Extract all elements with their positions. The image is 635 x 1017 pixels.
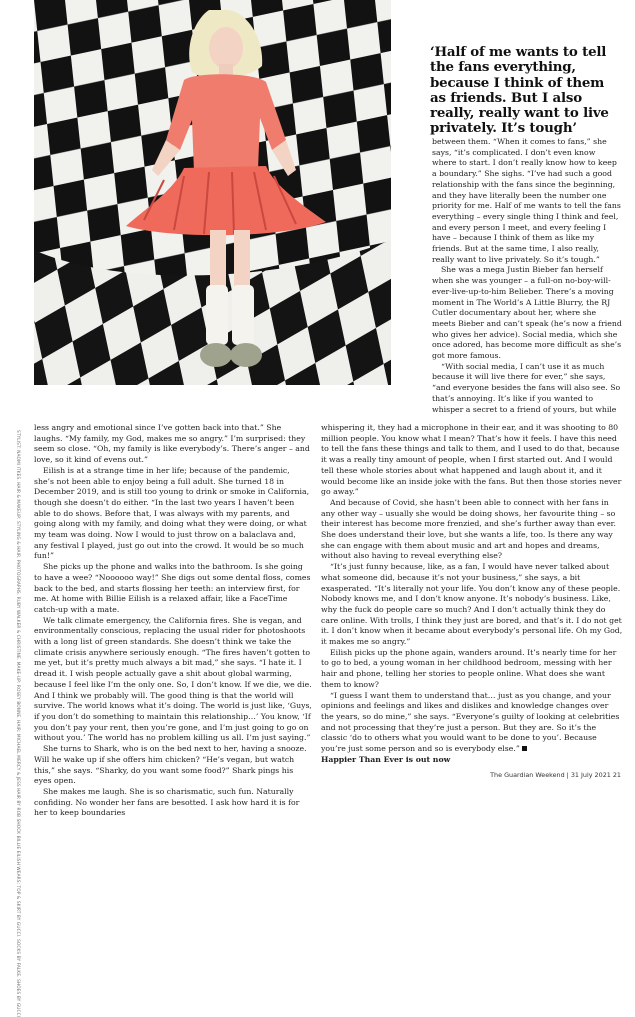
paragraph: “It’s just funny because, like, as a fan, I would have never talked about what someone did, because it’s not your business,” she says, a bit exasperated. “It’s literally not your life. You don’t know any of these people. Nobody knows me, and I don’t know anyone. It’s nobody’s business. Like, why the fuck do people care so much? And I don’t actually think they do care online. With trolls, I think they just are bored, and that’s it. I do not get it. I don’t know when it became about everybody’s personal life. Oh my God, it makes me so angry.” [321,562,623,647]
face [209,27,243,69]
pull-quote: ‘Half of me wants to tell the fans everything, because I think of them as friends. But I also really, really want to live privately. It’s tough’ [430,44,609,137]
page-footer: The Guardian Weekend | 31 July 2021 21 [490,771,621,779]
paragraph: “With social media, I can’t use it as much because it will live there for ever,” she says, “and everyone besides the fans will also see. So that’s annoying. It’s like if you wanted to whisper a secret to a friend of yours, but while [432,361,621,414]
paragraph [321,691,623,755]
article-column-left [34,423,312,819]
paragraph: between them. “When it comes to fans,” she says, “it’s complicated. I don’t even know where to start. I don’t really know how to keep a boundary.” She sighs. “I’ve had such a good relationship with the fans since the beginning, and they have literally been the number one priority for me. Half of me wants to tell the fans everything – every single thing I think and feel, and every person I meet, and every feeling I have – because I think of them as like my friends. But at the same time, I also really, really want to live privately. So it’s tough.” [432,137,621,264]
sign-off: Happier Than Ever is out now [321,754,451,764]
article-column-mid [321,423,623,766]
portrait-photo [34,0,391,385]
paragraph: She was a mega Justin Bieber fan herself when she was younger – a full-on no-boy-will-ever-live-up-to-him Belieber. There’s a moving moment in The World’s A Little Blurry, the RJ Cutler documentary about her, where she meets Bieber and can’t speak (he’s now a friend who gives her advice). Social media, which she once adored, has become more difficult as she’s got more famous. [432,265,622,361]
photo-credit [8,430,22,1017]
paragraph: And because of Covid, she hasn’t been able to connect with her fans in any other way – usually she would be doing shows, her favourite thing – so their interest has become more frenzied, and she’s further away than ever. She does understand their love, but she wants a life, too. Is there any way she can engage with them about music and art and hopes and dreams, without also having to reveal everything else? [321,497,617,561]
paragraph: whispering it, they had a microphone in their ear, and it was shooting to 80 million people. You know what I mean? That’s how it feels. I have this need to tell the fans these things and talk to them, and I used to do that, because it was a really tiny amount of people, when I first started out. And I would tell these whole stories about what happened and laugh about it, and it would become like an inside joke with the fans. But then those stories never go away.” [321,423,622,497]
paragraph: less angry and emotional since I’ve gotten back into that.” She laughs. “My family, my God, makes me so angry.” I’m surprised: they seem so close. “Oh, my family is like everybody’s. There’s anger – and love, so it kind of evens out.” [34,423,310,465]
paragraph: Eilish picks up the phone again, wanders around. It’s nearly time for her to go to bed, a young woman in her childhood bedroom, messing with her hair and phone, telling her stories to people online. What does she want them to know? [321,647,617,689]
paragraph: She turns to Shark, who is on the bed next to her, having a snooze. Will he wake up if she offers him chicken? “He’s vegan, but watch this,” she says. “Sharky, do you want some food?” Shark pings his eyes open. [34,744,307,786]
photo-credit-text: STYLIST: NAOMI ITKES. HAIR & MAKEUP: STYLING & HAIR. PHOTOGRAPHS. RUBY WALKER & CHRISTINE. MAKE-UP: ROSEY BONNE. HAIR: MICHAEL MERCY & JESS HAIR BY ROB SHOCK BILLIE EILISH WEARS: TOP & SKIRT BY GUCCI. SOCKS BY FALKE. SHOES BY GUCCI [15,430,20,1017]
paragraph: Eilish is at a strange time in her life; because of the pandemic, she’s not been able to enjoy being a full adult. She turned 18 in December 2019, and is still too young to drink or smoke in California, though she doesn’t do either. “In the last two years I haven’t been able to do shows. Before that, I was always with my parents, and going along with my family, and doing what they were doing, or what my team was doing. Now I would to just throw on a balaclava and, any festival I played, just go out into the crowd. It would be so much fun!” [34,465,310,561]
photo-illustration [34,0,391,385]
paragraph: She makes me laugh. She is so charismatic, such fun. Naturally confiding. No wonder her fans are besotted. I ask how hard it is for her to keep boundaries [34,786,300,818]
paragraph-text: “I guess I want them to understand that… just as you change, and your opinions and feelings and likes and dislikes and knowledge changes over the years, so do mine,” she says. “Everyone’s guilty of looking at celebrities and not processing that they’re just a person. But they are. So it’s the classic ‘do to others what you would want to be done to you’. Because you’re just some person and so is everybody else.” [321,690,620,754]
article-column-right [432,137,622,415]
end-mark-icon [522,746,527,751]
paragraph: We talk climate emergency, the California fires. She is vegan, and environmentally conscious, replacing the usual rider for photoshoots with a long list of green standards. She doesn’t think we take the climate crisis anywhere seriously enough. “The fires haven’t gotten to me yet, but it’s pretty much always a bit mad,” she says. “I hate it. I dread it. I wish people actually gave a shit about global warming, because I feel like I’m the only one. So, I don’t know. If we die, we die. And I think we probably will. The good thing is that the world will survive. The world knows what it’s doing. The world is just like, ‘Guys, if you don’t do something to maintain this relationship…’ You know, ‘If you don’t pay your rent, then you’re gone, and I’m just going to go on without you.’ The world has no problem killing us all. I’m just saying.” [34,615,312,743]
paragraph: She picks up the phone and walks into the bathroom. Is she going to have a wee? “Noooooo way!” She digs out some dental floss, comes back to the bed, and starts flossing her teeth: an interview first, for me. At home with Billie Eilish is a relaxed affair, like a FaceTime catch-up with a mate. [34,562,311,614]
